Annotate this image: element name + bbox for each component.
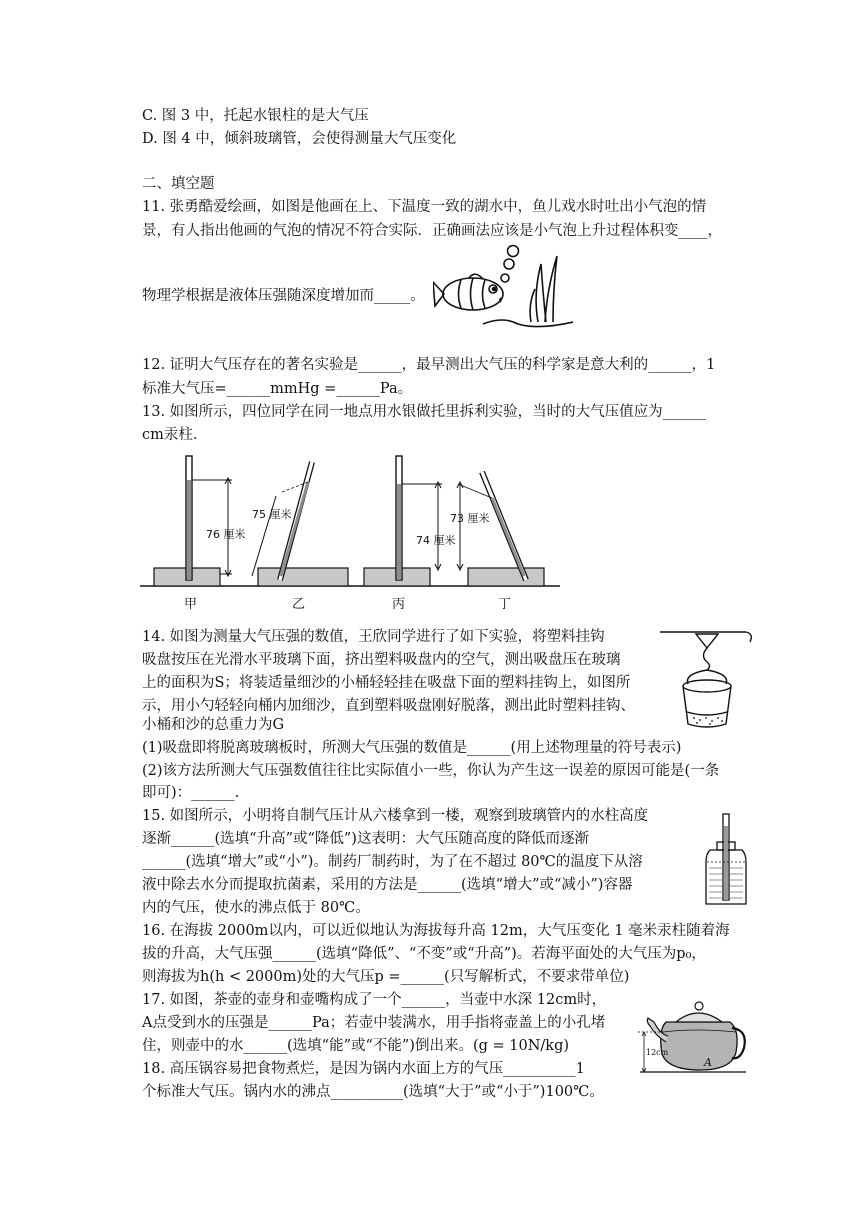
section-title: 二、填空题 (142, 176, 215, 192)
barometer-diagram (704, 812, 748, 908)
option-c: C. 图 3 中，托起水银柱的是大气压 (142, 108, 369, 124)
caption-jia: 甲 (184, 597, 198, 612)
option-d: D. 图 4 中，倾斜玻璃管，会使得测量大气压变化 (142, 131, 457, 147)
fish-figure (433, 244, 573, 332)
caption-yi: 乙 (292, 597, 306, 612)
suction-cup-diagram (660, 628, 756, 734)
q13-line-1: 13. 如图所示，四位同学在同一地点用水银做托里拆利实验，当时的大气压值应为______ (142, 404, 707, 420)
ding-height-label: 73 厘米 (450, 512, 490, 525)
q17-line-2: A点受到水的压强是______Pa；若壶中装满水，用手指将壶盖上的小孔堵 (142, 1015, 606, 1031)
q14-line-4: 示，用小勺轻轻向桶内加细沙，直到塑料吸盘刚好脱落，测出此时塑料挂钩、 (142, 698, 635, 714)
barometer-figure (704, 812, 748, 908)
jia-height-label: 76 厘米 (206, 528, 246, 541)
setup-jia (154, 456, 246, 586)
q11-line-1: 11. 张勇酷爱绘画，如图是他画在上、下温度一致的湖水中，鱼儿戏水时吐出小气泡的情 (142, 199, 707, 215)
bing-height-label: 74 厘米 (416, 534, 456, 547)
q15-line-1: 15. 如图所示，小明将自制气压计从六楼拿到一楼，观察到玻璃管内的水柱高度 (142, 808, 649, 824)
q11-line-2: 景，有人指出他画的气泡的情况不符合实际．正确画法应该是小气泡上升过程体积变____， (142, 223, 722, 239)
q16-line-2: 拔的升高，大气压强______(选填“降低”、“不变”或“升高”)。若海平面处的大气压为p₀， (142, 946, 706, 962)
q15-line-4: 液中除去水分而提取抗菌素，采用的方法是______(选填“增大”或“减小”)容器 (142, 877, 633, 893)
q13-line-2: cm汞柱． (142, 427, 208, 443)
suction-cup-figure (660, 628, 756, 734)
torricelli-diagram (140, 452, 560, 612)
q14-line-3: 上的面积为S；将装适量细沙的小桶轻轻挂在吸盘下面的塑料挂钩上，如图所 (142, 675, 631, 691)
q14-line-5: 小桶和沙的总重力为G (142, 717, 285, 733)
q12-line-2: 标准大气压=______mmHg =______Pa。 (142, 381, 413, 397)
setup-yi (252, 462, 348, 586)
q15-line-5: 内的气压，使水的沸点低于 80℃。 (142, 900, 370, 916)
q14-sub-1: (1)吸盘即将脱离玻璃板时，所测大气压强的数值是______(用上述物理量的符号表示) (142, 740, 682, 756)
q14-sub-2b: 即可)：______. (142, 785, 240, 801)
yi-height-label: 75 厘米 (252, 508, 292, 521)
setup-bing (364, 456, 456, 586)
q17-line-3: 住，则壶中的水______(选填“能”或“不能”)倒出来。(g = 10N/kg) (142, 1038, 570, 1054)
q18-line-1: 18. 高压锅容易把食物煮烂，是因为锅内水面上方的气压__________1 (142, 1061, 585, 1077)
q14-line-2: 吸盘按压在光滑水平玻璃下面，挤出塑料吸盘内的空气，测出吸盘压在玻璃 (142, 652, 621, 668)
fish-drawing (433, 244, 573, 332)
q15-line-2: 逐渐______(选填“升高”或“降低”)这表明：大气压随高度的降低而逐渐 (142, 831, 589, 847)
caption-bing: 丙 (392, 597, 406, 612)
q15-line-3: ______(选填“增大”或“小”)。制药厂制药时，为了在不超过 80℃的温度下从溶 (142, 854, 643, 870)
q17-line-1: 17. 如图，茶壶的壶身和壶嘴构成了一个______，当壶中水深 12cm时， (142, 992, 607, 1008)
teapot-depth-label: 12cm (646, 1048, 669, 1057)
q16-line-3: 则海拔为h(h < 2000m)处的大气压p =______(只写解析式，不要求带单位) (142, 969, 630, 985)
setup-ding (450, 472, 544, 586)
q12-line-1: 12. 证明大气压存在的著名实验是______，最早测出大气压的科学家是意大利的______，1 (142, 357, 716, 373)
q18-line-2: 个标准大气压。锅内水的沸点__________(选填“大于”或“小于”)100℃。 (142, 1084, 604, 1100)
teapot-diagram (636, 992, 748, 1076)
q14-sub-2a: (2)该方法所测大气压强数值往往比实际值小一些，你认为产生这一误差的原因可能是(一条 (142, 763, 720, 779)
q16-line-1: 16. 在海拔 2000m以内，可以近似地认为海拔每升高 12m，大气压变化 1 毫米汞柱随着海 (142, 923, 730, 939)
q11-line-3: 物理学根据是液体压强随深度增加而_____。 (142, 288, 425, 304)
caption-ding: 丁 (498, 597, 512, 612)
teapot-figure (636, 992, 748, 1076)
torricelli-figure (140, 452, 560, 612)
teapot-point-a: A (704, 1056, 712, 1069)
q14-line-1: 14. 如图为测量大气压强的数值，王欣同学进行了如下实验，将塑料挂钩 (142, 629, 605, 645)
